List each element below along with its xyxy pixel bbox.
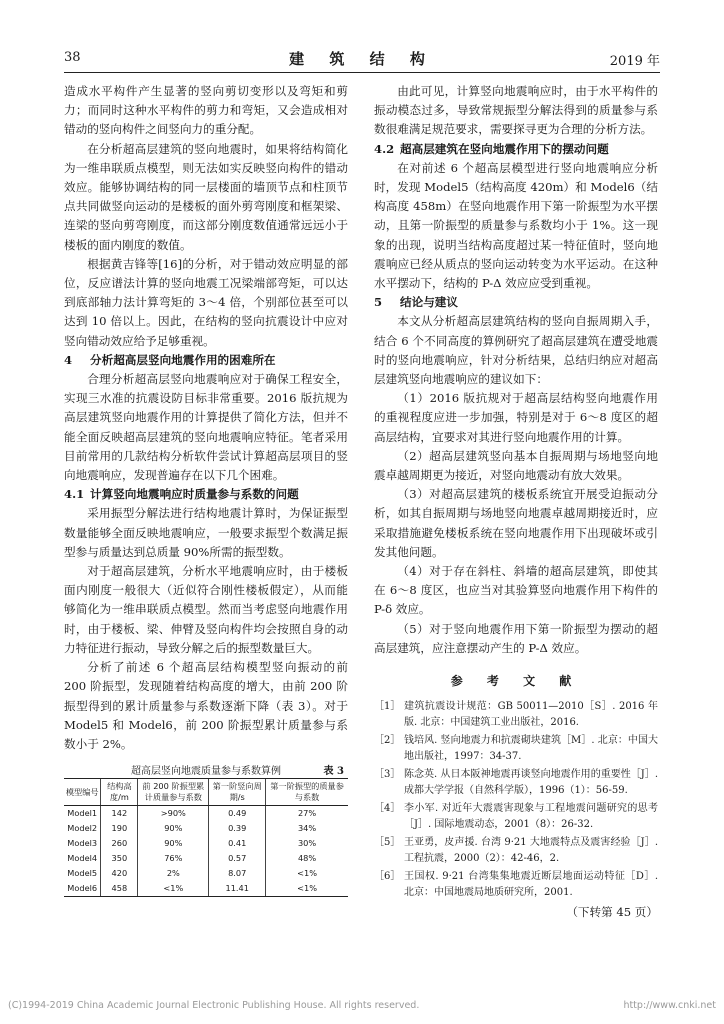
section-heading-5 — [374, 293, 658, 312]
table-header-cell: 结构高度/m — [101, 779, 138, 806]
table-header-cell: 前 200 阶振型累计质量参与系数 — [138, 779, 209, 806]
table-cell: >90% — [138, 806, 209, 822]
right-column — [374, 82, 658, 923]
section-number: 5 — [374, 295, 383, 310]
table-header-cell: 第一阶竖向周期/s — [209, 779, 266, 806]
table-cell: 8.07 — [209, 866, 266, 881]
table-cell: 260 — [101, 836, 138, 851]
table-cell: 190 — [101, 821, 138, 836]
reference-item — [374, 801, 658, 833]
reference-text: 王亚勇，皮声援. 台湾 9·21 大地震特点及震害经验［J］. 工程抗震，2000（2）：42-46，2. — [404, 837, 658, 865]
reference-number: ［2］ — [374, 735, 401, 747]
paragraph: 由此可见，计算竖向地震响应时，由于水平构件的振动模态过多，导致常规振型分解法得到的质量参与系数很难满足规范要求，需要探寻更为合理的分析方法。 — [374, 84, 658, 137]
paragraph: 合理分析超高层竖向地震响应对于确保工程安全，实现三水准的抗震设防目标非常重要。2016 版抗规为高层建筑竖向地震作用的计算提供了简化方法，但并不能全面反映超高层建筑的竖向地震响应特征。笔者采用目前常用的几款结构分析软件尝试计算超高层项目的竖向地震响应，发现普遍存在以下几个困难。 — [64, 372, 348, 483]
section-heading-4 — [64, 351, 348, 370]
reference-number: ［4］ — [374, 803, 401, 815]
page-header — [64, 44, 660, 74]
table-row — [64, 821, 348, 836]
table-cell: 0.49 — [209, 806, 266, 822]
header-rule — [64, 72, 660, 73]
continued-note: （下转第 45 页） — [566, 905, 658, 920]
page-number: 38 — [64, 50, 81, 65]
table-cell: Model5 — [67, 868, 98, 879]
reference-number: ［5］ — [374, 837, 401, 849]
table-row — [64, 866, 348, 881]
table-cell: 11.41 — [209, 881, 266, 897]
table-cell: 34% — [266, 821, 348, 836]
table-cell: 0.41 — [209, 836, 266, 851]
table-cell: 142 — [101, 806, 138, 822]
reference-item — [374, 767, 658, 799]
left-column — [64, 82, 348, 897]
paragraph: 在分析超高层建筑的竖向地震时，如果将结构简化为一维串联质点模型，则无法如实反映竖向构件的错动效应。能够协调结构的同一层楼面的墙顶节点和柱顶节点共同做竖向运动的是楼板的面外剪弯刚度和框架梁、连梁的竖向剪弯刚度，而这部分刚度数值通常远远小于楼板的面内刚度的数值。 — [64, 141, 348, 252]
reference-number: ［6］ — [374, 871, 401, 883]
conclusion-item: （1）2016 版抗规对于超高层结构竖向地震作用的重视程度应进一步加强，特别是对于 6～8 度区的超高层结构，宜要求对其进行竖向地震作用的计算。 — [374, 391, 658, 444]
reference-text: 李小军. 对近年大震震害现象与工程地震问题研究的思考［J］. 国际地震动态，2001（8）：26-32. — [404, 803, 658, 831]
table-cell: <1% — [266, 881, 348, 897]
paragraph: 分析了前述 6 个超高层结构模型竖向振动的前 200 阶振型，发现随着结构高度的增大，由前 200 阶振型得到的累计质量参与系数逐渐下降（表 3）。对于 Model5 和 Model6，前 200 阶振型累计质量参与系数小于 2%。 — [64, 660, 348, 751]
section-number: 4.2 — [374, 141, 395, 156]
table-cell: <1% — [138, 881, 209, 897]
paragraph: 对于超高层建筑，分析水平地震响应时，由于楼板面内刚度一般很大（近似符合刚性楼板假定），从而能够简化为一维串联质点模型。然而当考虑竖向地震作用时，由于楼板、梁、伸臂及竖向构件均会按照自身的动力特征进行振动，导致分解之后的振型数量巨大。 — [64, 564, 348, 655]
table-cell: <1% — [266, 866, 348, 881]
table-header-row — [64, 779, 348, 806]
table-row — [64, 851, 348, 866]
table-cell: Model6 — [64, 881, 101, 897]
reference-number: ［3］ — [374, 769, 401, 781]
reference-text: 建筑抗震设计规范：GB 50011—2010［S］. 2016 年版. 北京：中国建筑工业出版社，2016. — [404, 701, 658, 729]
references-title: 参 考 文 献 — [450, 674, 582, 689]
table-cell: Model3 — [67, 838, 98, 849]
conclusion-item: （3）对超高层建筑的楼板系统宜开展受迫振动分析，如其自振周期与场地竖向地震卓越周期接近时，应采取措施避免楼板系统在竖向地震作用下出现破坏或引发其他问题。 — [374, 487, 658, 559]
section-title: 超高层建筑在竖向地震作用下的摆动问题 — [400, 141, 609, 156]
table-row — [64, 836, 348, 851]
reference-text: 王国权. 9·21 台湾集集地震近断层地面运动特征［D］. 北京：中国地震局地质研究所，2001. — [404, 871, 658, 899]
reference-text: 钱培风. 竖向地震力和抗震砌块建筑［M］. 北京：中国大地出版社，1997：34-37. — [404, 735, 658, 763]
table-cell: 350 — [101, 851, 138, 866]
paragraph: 造成水平构件产生显著的竖向剪切变形以及弯矩和剪力；而同时这种水平构件的剪力和弯矩，又会造成相对错动的竖向构件之间竖向力的重分配。 — [64, 84, 348, 137]
paragraph: 根据黄吉锋等[16]的分析，对于错动效应明显的部位，反应谱法计算的竖向地震工况梁端部弯矩，可以达到底部轴力法计算弯矩的 3～4 倍，个别部位甚至可以达到 10 倍以上。因此，在结构的竖向抗震设计中应对竖向错动效应给予足够重视。 — [64, 256, 348, 348]
reference-item — [374, 733, 658, 765]
section-heading-4-2 — [374, 140, 658, 159]
table-cell: 27% — [266, 806, 348, 822]
section-title: 结论与建议 — [400, 295, 458, 310]
paragraph: 本文从分析超高层建筑结构的竖向自振周期入手，结合 6 个不同高度的算例研究了超高层建筑在遭受地震时的竖向地震响应，针对分析结果，总结归纳应对超高层建筑竖向地震响应的建议如下： — [374, 314, 658, 387]
table-cell: Model2 — [67, 823, 98, 834]
section-number: 4 — [64, 352, 73, 367]
section-heading-4-1 — [64, 485, 348, 504]
reference-item — [374, 869, 658, 901]
table-cell: 0.39 — [209, 821, 266, 836]
cnki-url: http://www.cnki.net — [623, 1000, 716, 1011]
conclusion-item: （5）对于竖向地震作用下第一阶振型为摆动的超高层建筑，应注意摆动产生的 P-Δ 效应。 — [374, 621, 658, 655]
table-cell: Model1 — [67, 808, 98, 819]
table-cell: 90% — [138, 836, 209, 851]
table-cell: Model4 — [67, 853, 98, 864]
paragraph: 采用振型分解法进行结构地震计算时，为保证振型数量能够全面反映地震响应，一般要求振型个数满足振型参与质量达到总质量 90%所需的振型数。 — [64, 506, 348, 559]
mass-participation-table — [64, 778, 348, 897]
table-cell: 30% — [266, 836, 348, 851]
table-cell: 420 — [101, 866, 138, 881]
table-caption-text: 超高层竖向地震质量参与系数算例 — [131, 766, 281, 778]
table-cell: 2% — [138, 866, 209, 881]
section-title: 计算竖向地震响应时质量参与系数的问题 — [90, 487, 299, 502]
table-cell: 0.57 — [209, 851, 266, 866]
reference-number: ［1］ — [374, 701, 401, 713]
conclusion-item: （4）对于存在斜柱、斜墙的超高层建筑，即使其在 6～8 度区，也应当对其验算竖向地震作用下构件的 P-δ 效应。 — [374, 564, 658, 617]
table-cell: 48% — [266, 851, 348, 866]
table-header-cell: 模型编号 — [64, 779, 101, 806]
table-cell: 458 — [101, 881, 138, 897]
table-cell: 90% — [138, 821, 209, 836]
reference-item — [374, 835, 658, 867]
section-number: 4.1 — [64, 487, 85, 502]
conclusion-item: （2）超高层建筑竖向基本自振周期与场地竖向地震卓越周期更为接近，对竖向地震动有放大效果。 — [374, 448, 658, 483]
reference-text: 陈念英. 从日本阪神地震再谈竖向地震作用的重要性［J］. 成都大学学报（自然科学版），1996（1）：56-59. — [404, 769, 658, 797]
issue-year: 2019 年 — [609, 54, 660, 69]
table-row — [64, 806, 348, 822]
journal-title: 建 筑 结 构 — [289, 50, 435, 68]
section-title: 分析超高层竖向地震作用的困难所在 — [90, 352, 276, 367]
paragraph: 在对前述 6 个超高层模型进行竖向地震响应分析时，发现 Model5（结构高度 420m）和 Model6（结构高度 458m）在竖向地震作用下第一阶振型为水平摆动，且第一阶振型的质量参与系数均小于 1%。这一现象的出现，说明当结构高度超过某一特征值时，竖向地震响应已经从质点的竖向运动转变为水平运动。在这种水平摆动下，结构的 P-Δ 效应应受到重视。 — [374, 160, 658, 291]
copyright-notice: (C)1994-2019 China Academic Journal Electronic Publishing House. All rights reserved. — [8, 1000, 420, 1011]
table-header-cell: 第一阶振型的质量参与系数 — [266, 779, 348, 806]
table-row — [64, 881, 348, 897]
reference-item — [374, 699, 658, 731]
table-cell: 76% — [138, 851, 209, 866]
table-number: 表 3 — [323, 766, 344, 778]
table-caption — [64, 762, 348, 778]
